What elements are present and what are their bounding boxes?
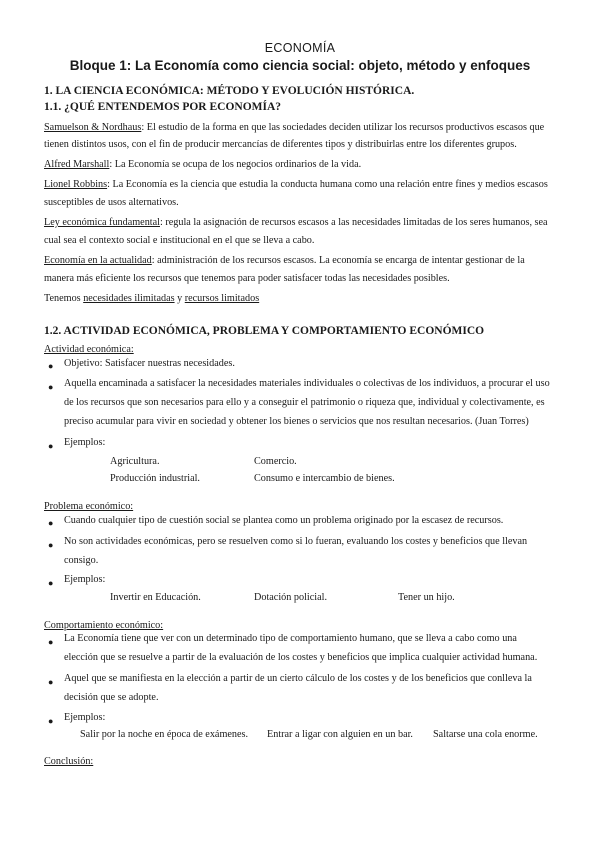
section-heading: 1. LA CIENCIA ECONÓMICA: MÉTODO Y EVOLUCIÓN HISTÓRICA.	[44, 85, 415, 97]
document-title: ECONOMÍA	[264, 41, 336, 55]
list-item: Aquella encaminada a satisfacer la necesidades materiales individuales o colectivas de los individuos, a procurar el uso	[64, 378, 550, 389]
definition-text-line: tienen distintos usos, con el fin de producir mercancías de diferentes tipos y distribuirlas entre los diferentes grupos.	[44, 139, 517, 150]
definition-text-line: manera más eficiente los recursos que tenemos para poder satisfacer todas las necesidades posibles.	[44, 273, 450, 284]
list-item-line: decisión que se adopte.	[64, 692, 159, 703]
closing-prefix: Tenemos	[44, 293, 84, 304]
bullet-icon: ●	[48, 637, 54, 647]
example-item: Agricultura.	[110, 456, 160, 467]
closing-term-resources: recursos limitados	[184, 293, 260, 304]
document-subtitle: Bloque 1: La Economía como ciencia social: objeto, método y enfoques	[69, 58, 531, 73]
bullet-icon: ●	[48, 361, 54, 371]
subsection-heading-actividad: 1.2. ACTIVIDAD ECONÓMICA, PROBLEMA Y COMPORTAMIENTO ECONÓMICO	[44, 325, 485, 337]
example-item: Salir por la noche en época de exámenes.	[80, 729, 249, 740]
list-item: Cuando cualquier tipo de cuestión social se plantea como un problema originado por la escasez de recursos.	[64, 515, 504, 526]
closing-line	[44, 289, 259, 308]
subsection-heading: 1.1. ¿QUÉ ENTENDEMOS POR ECONOMÍA?	[44, 101, 282, 113]
example-item: Comercio.	[254, 456, 297, 467]
closing-mid: y	[174, 293, 185, 304]
bullet-icon: ●	[48, 677, 54, 687]
problema-label: Problema económico:	[44, 501, 134, 512]
bullet-icon: ●	[48, 441, 54, 451]
list-item: Ejemplos:	[64, 437, 106, 448]
bullet-icon: ●	[48, 716, 54, 726]
list-item-line: elección que se resuelve a partir de la evaluación de los costes y beneficios que implica cualquier actividad humana.	[64, 652, 538, 663]
definition-term: Lionel Robbins	[44, 179, 108, 190]
actividad-label: Actividad económica:	[44, 344, 134, 355]
example-item: Saltarse una cola enorme.	[433, 729, 538, 740]
example-item: Tener un hijo.	[398, 592, 455, 603]
example-item: Producción industrial.	[110, 473, 200, 484]
list-item: Ejemplos:	[64, 574, 106, 585]
closing-term-needs: necesidades ilimitadas	[83, 293, 175, 304]
bullet-icon: ●	[48, 540, 54, 550]
definition-text: : La Economía es la ciencia que estudia la conducta humana como una relación entre fines y medios escasos	[107, 179, 548, 190]
definition-term: Samuelson & Nordhaus	[44, 122, 142, 133]
list-item: Aquel que se manifiesta en la elección a partir de un cierto cálculo de los costes y de los beneficios que conlleva la	[64, 673, 532, 684]
definition-actualidad	[44, 251, 525, 270]
definition-text: : regula la asignación de recursos escasos a las necesidades limitadas de los seres humanos, sea	[159, 217, 548, 228]
definition-term: Alfred Marshall	[44, 159, 110, 170]
definition-text: : administración de los recursos escasos. La economía se encarga de intentar gestionar de la	[151, 255, 525, 266]
example-item: Consumo e intercambio de bienes.	[254, 473, 395, 484]
example-item: Dotación policial.	[254, 592, 327, 603]
definition-text-line: susceptibles de usos alternativos.	[44, 197, 179, 208]
list-item: La Economía tiene que ver con un determinado tipo de comportamiento humano, que se lleva a cabo como una	[64, 633, 517, 644]
bullet-icon: ●	[48, 518, 54, 528]
definition-robbins	[44, 175, 548, 194]
example-item: Entrar a ligar con alguien en un bar.	[267, 729, 413, 740]
example-item: Invertir en Educación.	[110, 592, 201, 603]
definition-ley	[44, 213, 548, 232]
list-item-line: consigo.	[64, 555, 99, 566]
conclusion-label: Conclusión:	[44, 756, 94, 767]
list-item: Objetivo: Satisfacer nuestras necesidades.	[64, 358, 235, 369]
bullet-icon: ●	[48, 382, 54, 392]
comportamiento-label: Comportamiento económico:	[44, 620, 164, 631]
list-item: No son actividades económicas, pero se resuelven como si lo fueran, evaluando los costes y beneficios que llevan	[64, 536, 528, 547]
definition-term: Economía en la actualidad	[44, 255, 152, 266]
definition-marshall	[44, 155, 361, 174]
definition-term: Ley económica fundamental	[44, 217, 160, 228]
definition-text: : El estudio de la forma en que las sociedades deciden utilizar los recursos productivos escasos que	[141, 122, 545, 133]
definition-text-line: cual sea el contexto social e institucional en el que se lleva a cabo.	[44, 235, 315, 246]
bullet-icon: ●	[48, 578, 54, 588]
definition-text: : La Economía se ocupa de los negocios ordinarios de la vida.	[109, 159, 362, 170]
list-item: Ejemplos:	[64, 712, 106, 723]
list-item-line: de los recursos que son necesarios para ello y a conseguir el patrimonio o riqueza que, individual y colectivamente, es	[64, 397, 545, 408]
list-item-line: preciso acumular para vivir en sociedad y obtener los bienes o servicios que nos resultan necesarios. (Juan Torres)	[64, 416, 529, 427]
